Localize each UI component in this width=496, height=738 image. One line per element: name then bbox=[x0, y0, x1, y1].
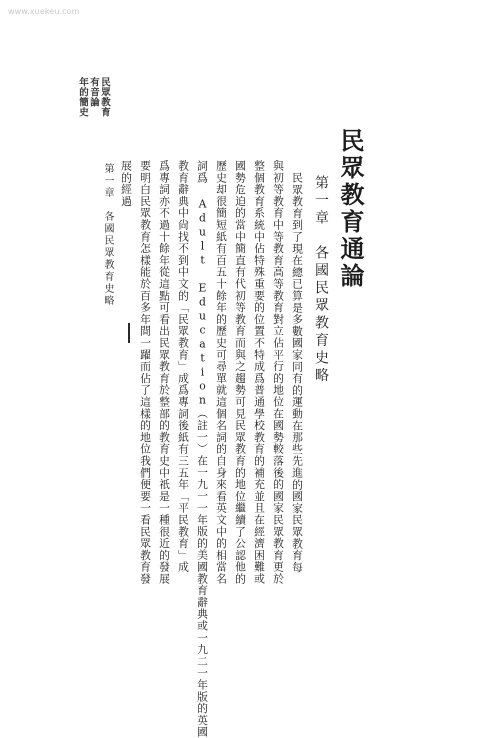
body-column-7: 教育辭典中尙找不到中文的「民眾教育」成爲專詞後紙有三五年「平民教育」成 bbox=[177, 160, 190, 573]
body-column-2: 與初等教育中等教育高等教育對立佔平行的地位在國勢較落後的國家民眾教育更於 bbox=[272, 160, 285, 585]
footer-running-head: 第一章 各國民眾教育史略 bbox=[102, 163, 113, 307]
body-column-10: 展的經過 bbox=[120, 160, 133, 208]
book-title: 民眾教育通論 bbox=[336, 128, 365, 290]
body-column-8: 爲專詞亦不過十餘年從這點可看出民眾教育於整部的教育史中祇是一種很近的發展 bbox=[158, 160, 171, 585]
body-column-5: 歷史却很簡短紙有百五十餘年的歷史可尋單就這個名詞的自身來看英文中的相當名 bbox=[215, 160, 228, 585]
body-column-1: 民眾教育到了現在總已算是多數國家同有的運動在那些先進的國家民眾教育每 bbox=[291, 172, 304, 574]
body-column-9: 要明白民眾教育怎樣能於百多年間一躍而佔了這樣的地位我們便要一看民眾教育發 bbox=[139, 160, 152, 585]
body-column-3: 整個教育系統中佔特殊重要的位置不特成爲普通學校教育的補充並且在經濟困難或 bbox=[253, 160, 266, 585]
chapter-heading: 第一章 各國民眾教育史略 bbox=[313, 175, 329, 385]
watermark: www.xuekeu.com bbox=[8, 7, 80, 16]
short-rule-divider bbox=[128, 323, 130, 343]
body-column-4: 國勢危迫的當中簡直有代初等教育而與之趨勢可見民眾教育的地位繼續了公認他的 bbox=[234, 160, 247, 585]
body-column-6: 詞爲 Adult Education（註一）在一九一一年版的美國教育辭典或一九二一年版的英國 bbox=[196, 160, 209, 738]
running-header-col-2: 有音論 bbox=[88, 77, 99, 107]
running-header-col-3: 年的簡史 bbox=[77, 77, 88, 117]
running-header-col-1: 民眾教育 bbox=[99, 77, 110, 117]
